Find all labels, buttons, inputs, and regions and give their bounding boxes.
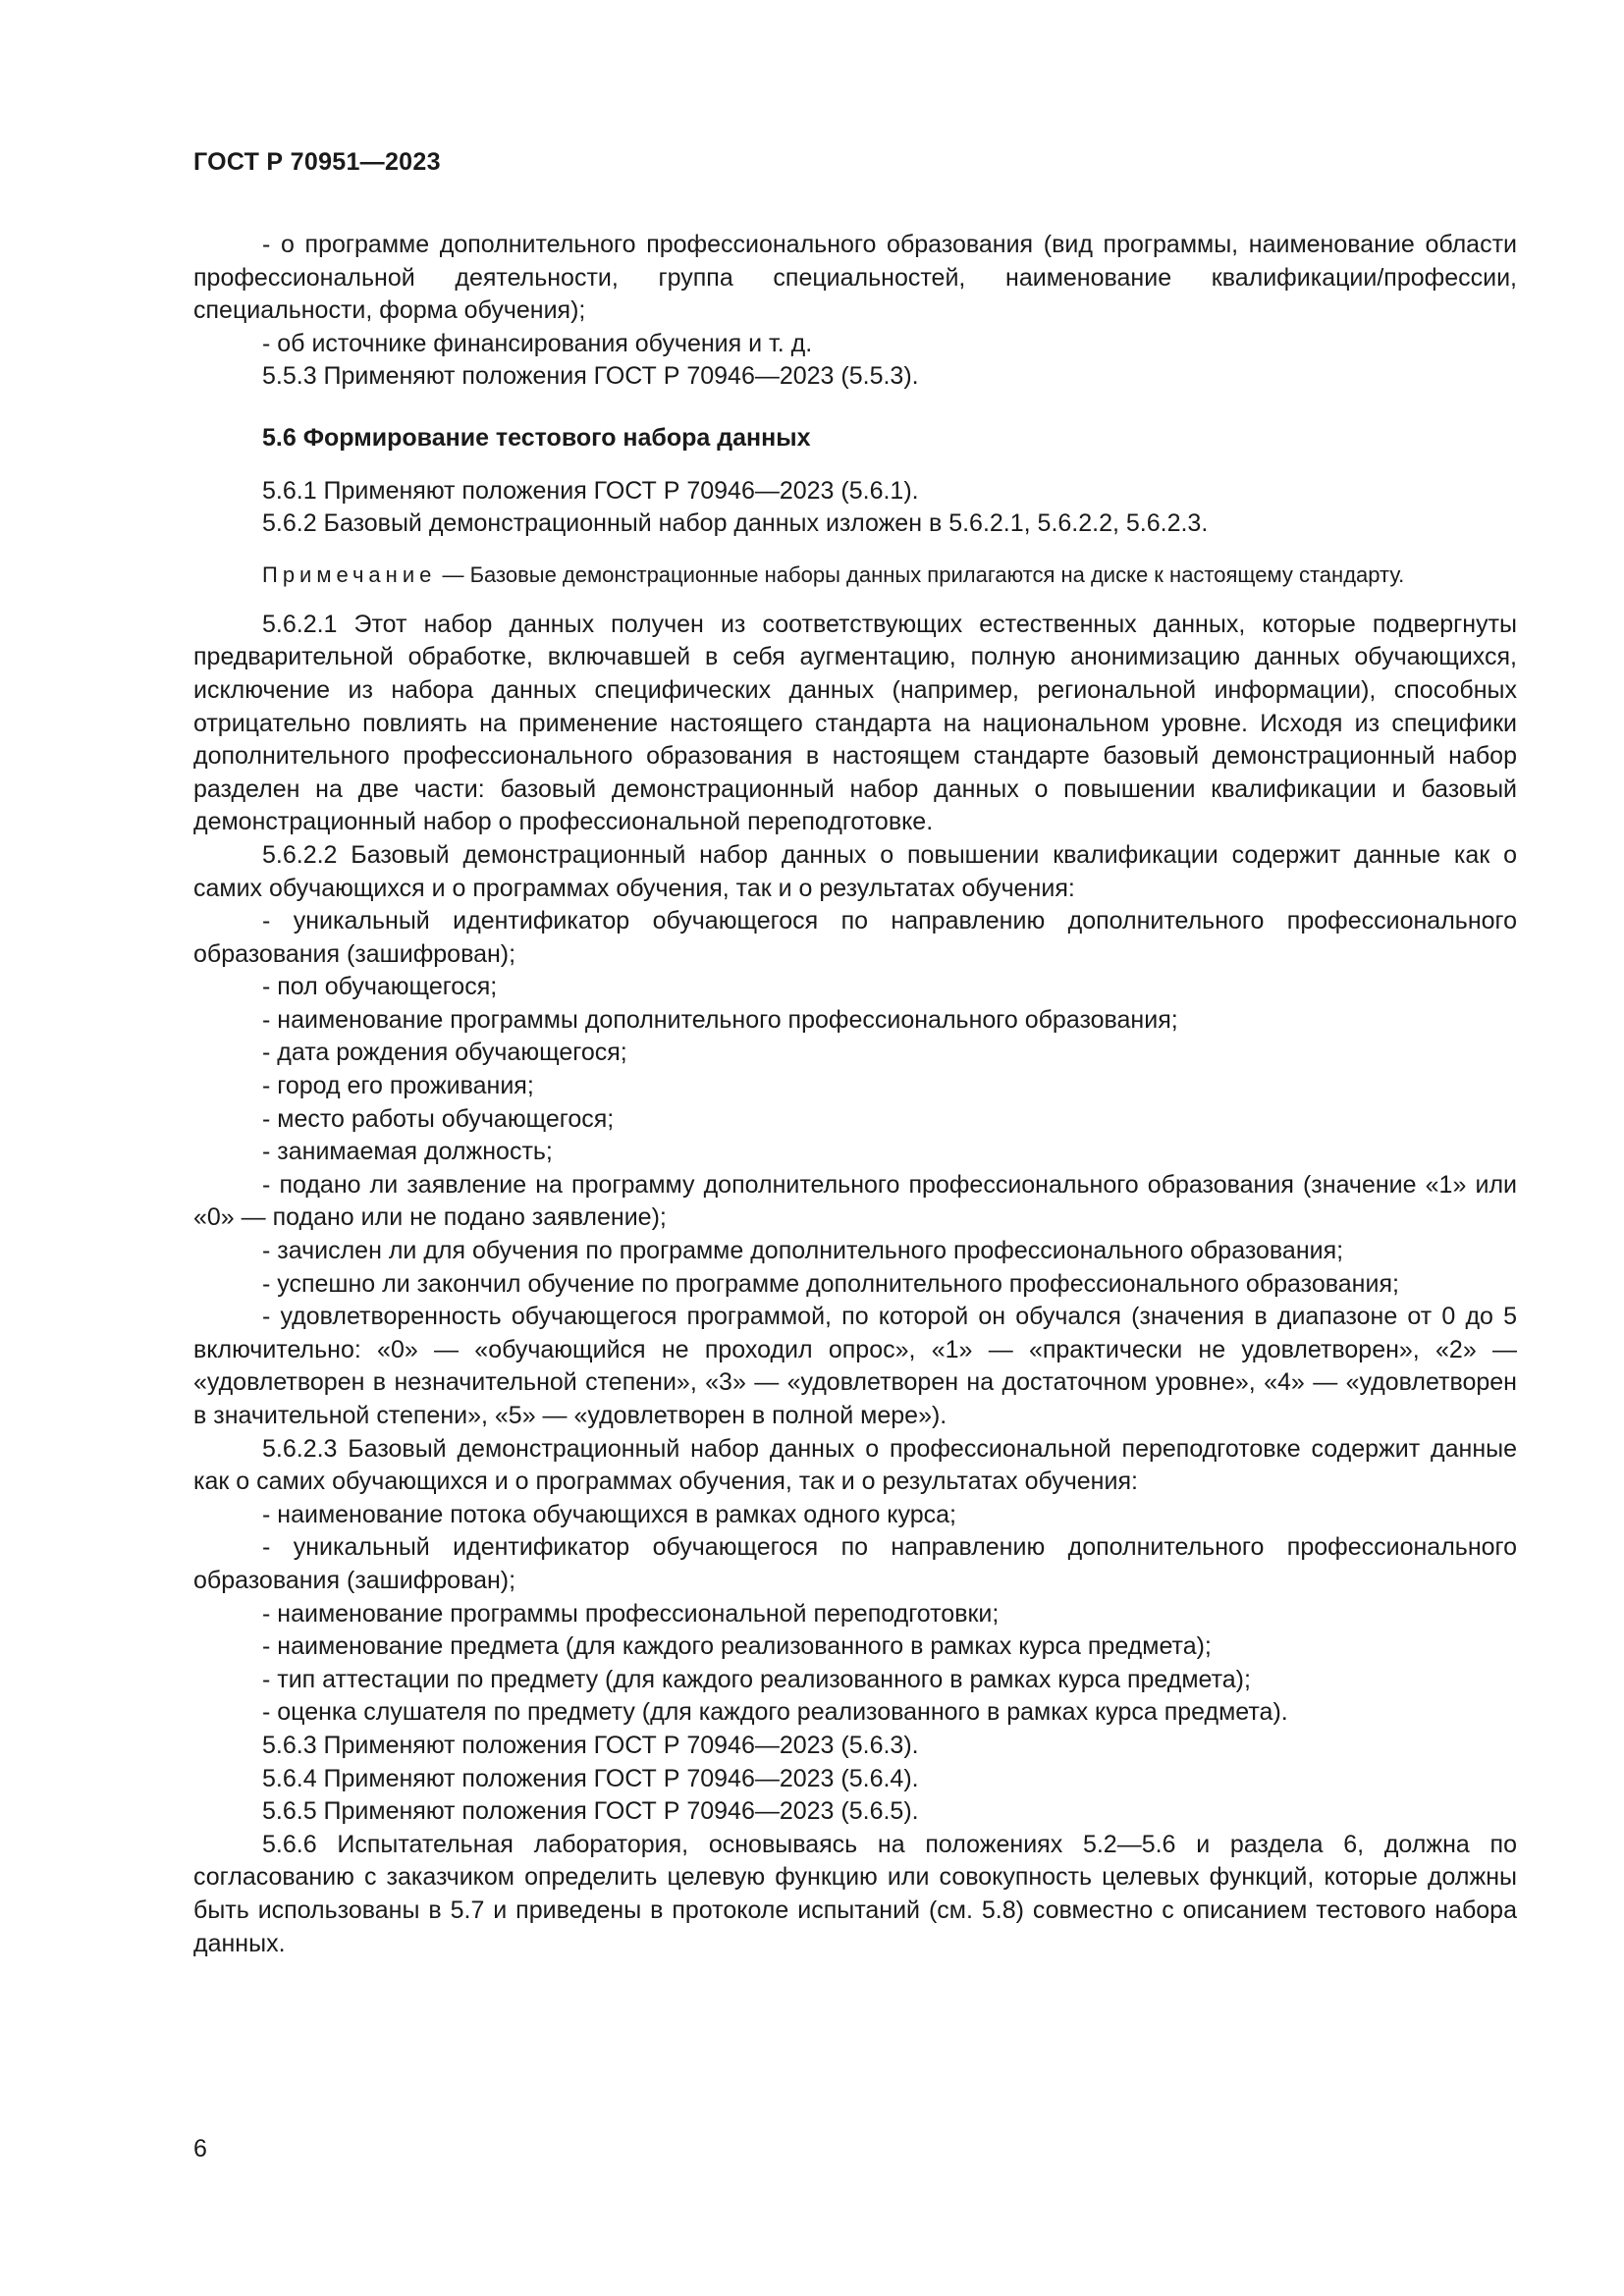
list-item: - наименование предмета (для каждого реализованного в рамках курса предмета);: [262, 1632, 1212, 1661]
paragraph: 5.6.2.3 Базовый демонстрационный набор данных о профессиональной переподготовке содержит данные как о самих обучающихся и о программах обучения, так и о результатах обучения:: [193, 1434, 1517, 1496]
note: [193, 561, 1517, 590]
paragraph: 5.6.2 Базовый демонстрационный набор данных изложен в 5.6.2.1, 5.6.2.2, 5.6.2.3.: [262, 509, 1209, 538]
paragraph: 5.5.3 Применяют положения ГОСТ Р 70946—2023 (5.5.3).: [262, 362, 919, 391]
list-item: - пол обучающегося;: [262, 973, 498, 1001]
list-item: - наименование потока обучающихся в рамках одного курса;: [262, 1500, 956, 1528]
list-item: - удовлетворенность обучающегося программой, по которой он обучался (значения в диапазоне от 0 до 5 включительно: «0» — «обучающийся не проходил опрос», «1» — «практически не удовлетворен», «2» — «удовлетворен в незначительной степени», «3» — «удовлетворен на достаточном уровне», «4» — «удовлетворен в значительной степени», «5» — «удовлетворен в полной мере»).: [193, 1303, 1517, 1429]
paragraph: 5.6.2.1 Этот набор данных получен из соответствующих естественных данных, которые подвергнуты предварительной обработке, включавшей в себя аугментацию, полную анонимизацию данных обучающихся, исключение из набора данных специфических данных (например, региональной информации), способных отрицательно повлиять на применение настоящего стандарта на национальном уровне. Исходя из специфики дополнительного профессионального образования в настоящем стандарте базовый демонстрационный набор разделен на две части: базовый демонстрационный набор данных о повышении квалификации и базовый демонстрационный набор о профессиональной переподготовке.: [193, 610, 1517, 836]
list-item: - уникальный идентификатор обучающегося по направлению дополнительного профессионального образования (зашифрован);: [193, 907, 1517, 968]
paragraph: 5.6.6 Испытательная лаборатория, основываясь на положениях 5.2—5.6 и раздела 6, должна по согласованию с заказчиком определить целевую функцию или совокупность целевых функций, которые должны быть использованы в 5.7 и приведены в протоколе испытаний (см. 5.8) совместно с описанием тестового набора данных.: [193, 1830, 1517, 1957]
paragraph: 5.6.1 Применяют положения ГОСТ Р 70946—2023 (5.6.1).: [262, 476, 919, 505]
paragraph: 5.6.4 Применяют положения ГОСТ Р 70946—2023 (5.6.4).: [262, 1764, 919, 1792]
list-item: - наименование программы профессиональной переподготовки;: [262, 1599, 1000, 1628]
list-item: - занимаемая должность;: [262, 1138, 553, 1166]
paragraph: 5.6.3 Применяют положения ГОСТ Р 70946—2023 (5.6.3).: [262, 1731, 919, 1759]
page-number: 6: [193, 2135, 207, 2163]
document-header: ГОСТ Р 70951—2023: [193, 148, 441, 176]
list-item: - подано ли заявление на программу дополнительного профессионального образования (значение «1» или «0» — подано или не подано заявление);: [193, 1170, 1517, 1232]
paragraph: 5.6.2.2 Базовый демонстрационный набор данных о повышении квалификации содержит данные как о самих обучающихся и о программах обучения, так и о результатах обучения:: [193, 840, 1517, 902]
section-title: 5.6 Формирование тестового набора данных: [262, 423, 811, 452]
list-item: - место работы обучающегося;: [262, 1104, 615, 1133]
list-item: - зачислен ли для обучения по программе дополнительного профессионального образования;: [262, 1237, 1344, 1265]
list-item: - город его проживания;: [262, 1072, 534, 1100]
list-item: - успешно ли закончил обучение по программе дополнительного профессионального образования;: [262, 1269, 1399, 1298]
list-item: - дата рождения обучающегося;: [262, 1039, 627, 1067]
document-body: [193, 229, 1517, 1960]
note-label: Примечание: [262, 561, 437, 587]
list-item: - уникальный идентификатор обучающегося по направлению дополнительного профессионального образования (зашифрован);: [193, 1533, 1517, 1594]
list-item: - тип аттестации по предмету (для каждого реализованного в рамках курса предмета);: [262, 1665, 1251, 1693]
paragraph: - о программе дополнительного профессионального образования (вид программы, наименование области профессиональной деятельности, группа специальностей, наименование квалификации/профессии, специальности, форма обучения);: [193, 231, 1517, 325]
paragraph: - об источнике финансирования обучения и т. д.: [262, 329, 813, 357]
list-item: - оценка слушателя по предмету (для каждого реализованного в рамках курса предмета).: [262, 1698, 1288, 1727]
paragraph: 5.6.5 Применяют положения ГОСТ Р 70946—2023 (5.6.5).: [262, 1797, 919, 1826]
list-item: - наименование программы дополнительного профессионального образования;: [262, 1005, 1178, 1034]
note-text: — Базовые демонстрационные наборы данных прилагаются на диске к настоящему стандарту.: [436, 561, 1405, 587]
